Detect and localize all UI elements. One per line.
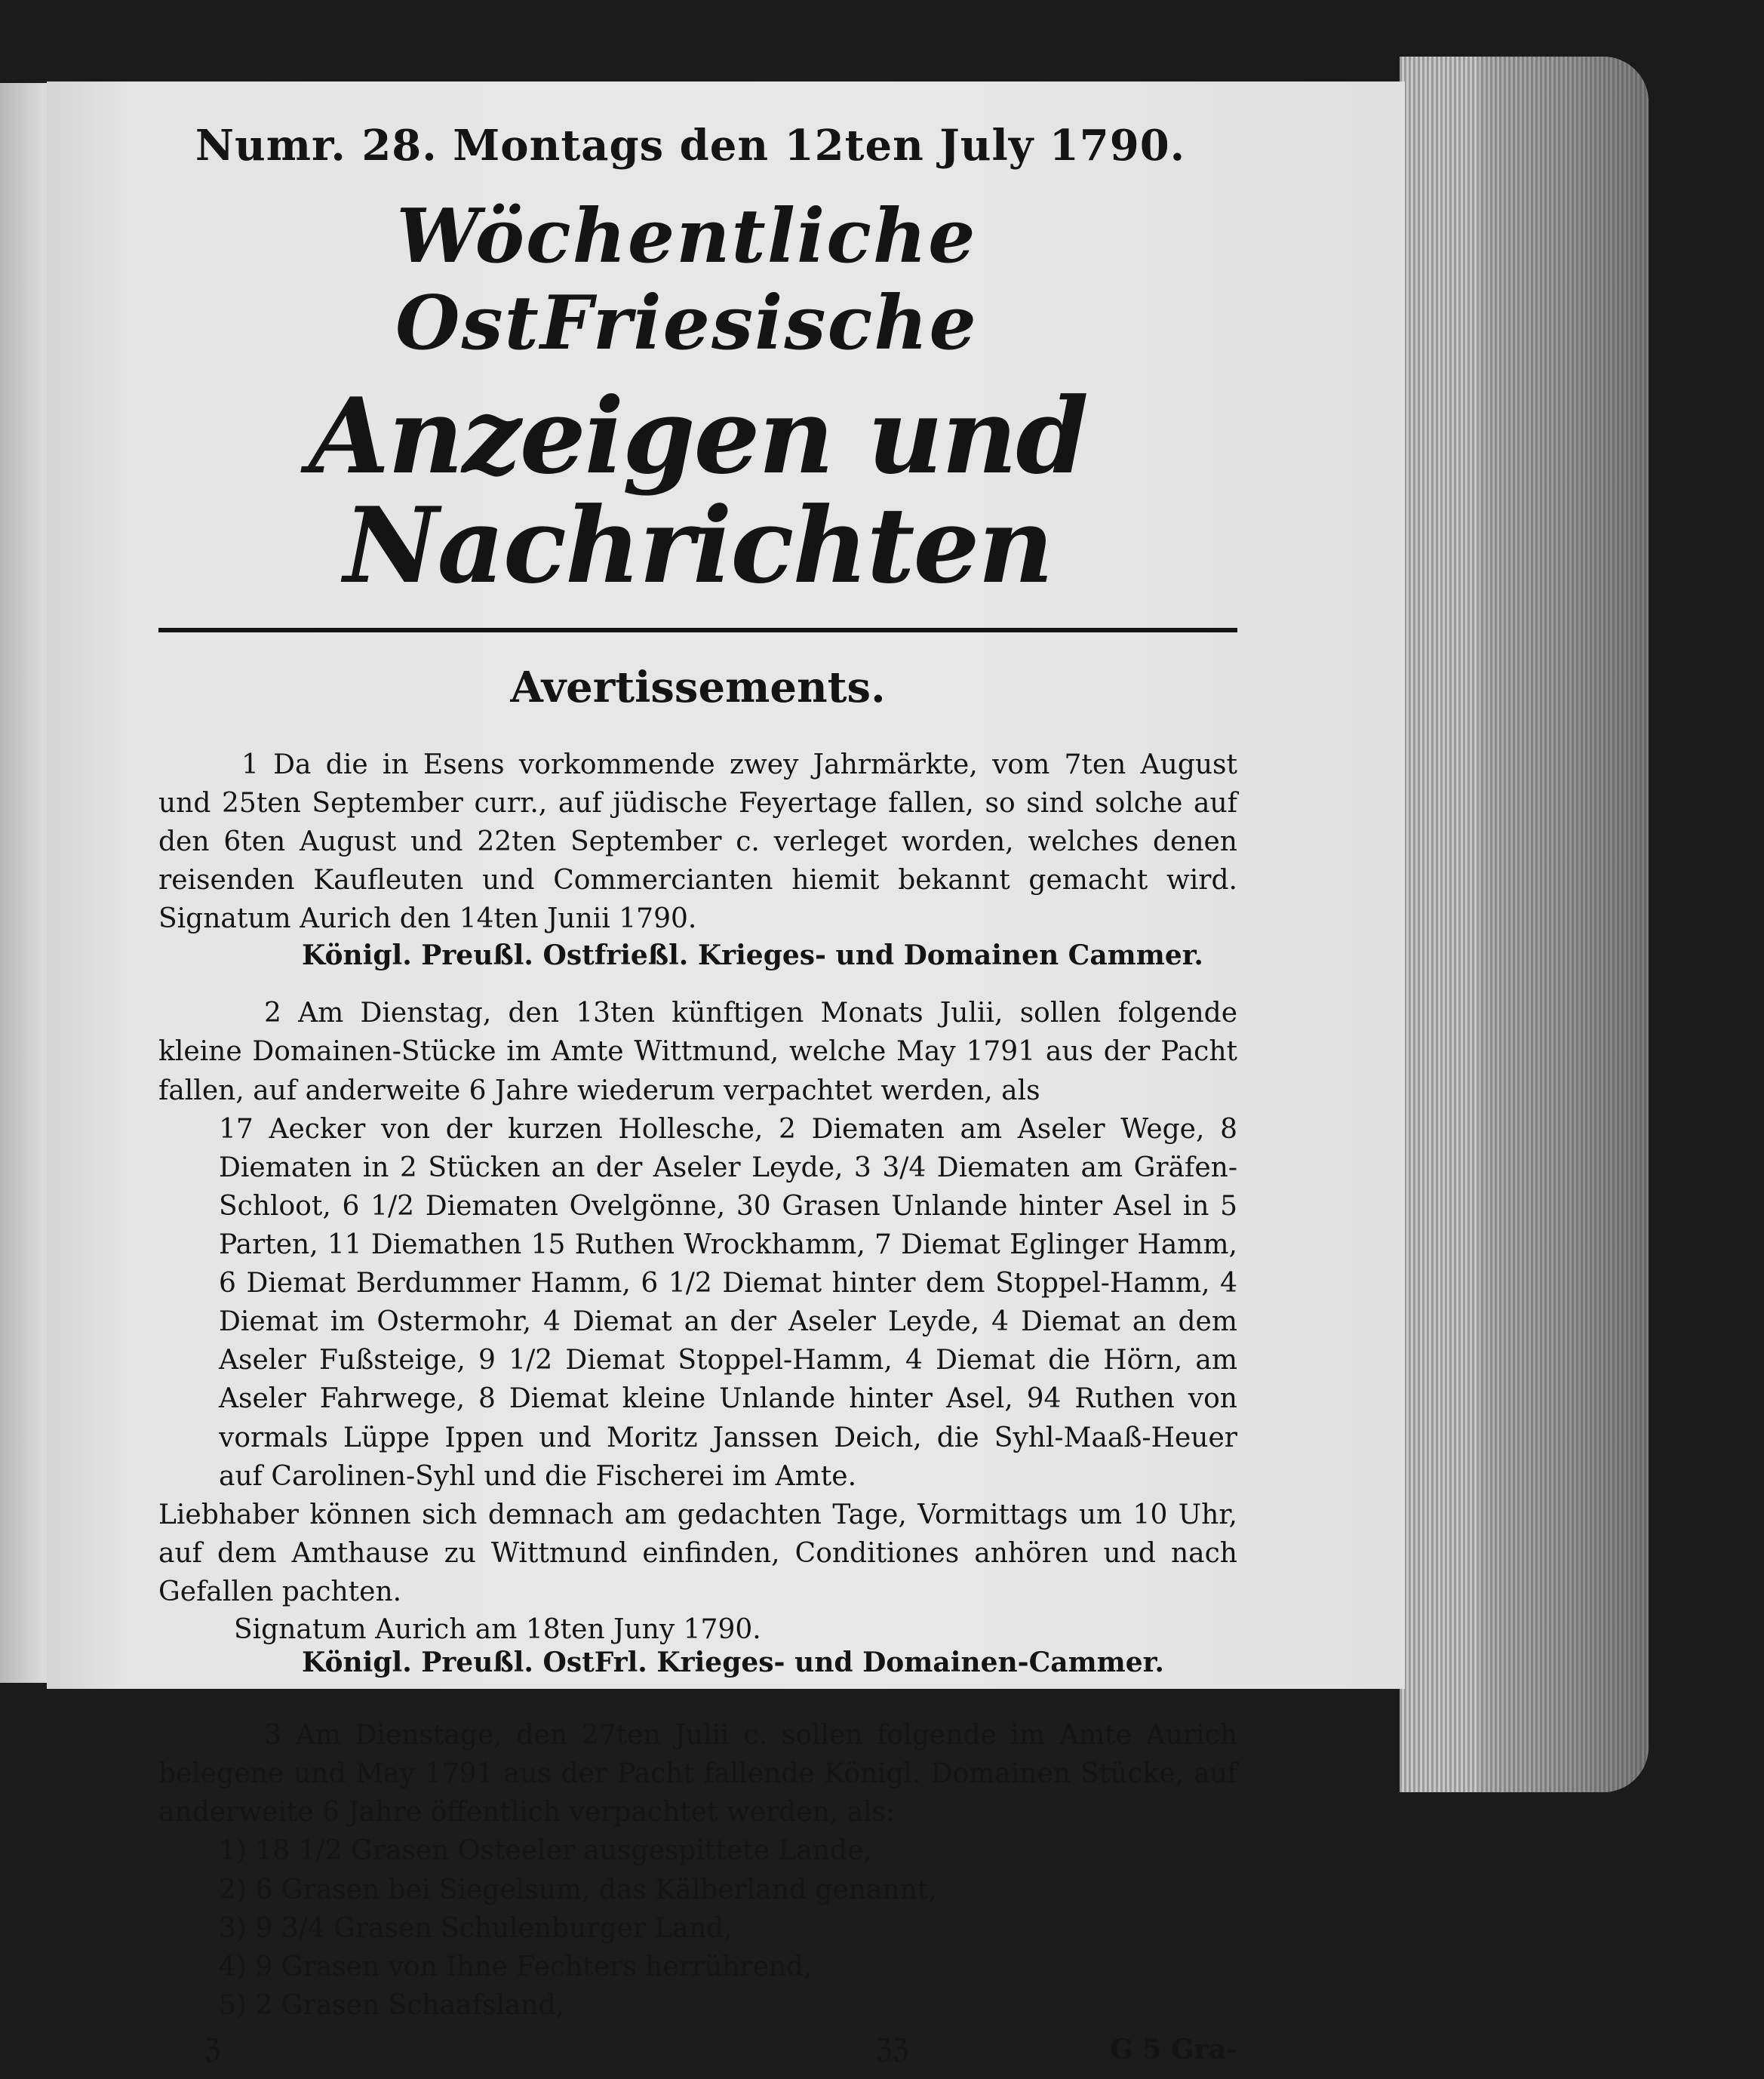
notice-2-intro: 2 Am Dienstag, den 13ten künftigen Monats Julii, sollen folgende kleine Domainen-Stücke im Amte Wittmund, welche May 1791 aus der Pacht fallen, auf anderweite 6 Jahre wiederum verpachtet werden, als [158,998,1237,1106]
issue-line: Numr. 28. Montags den 12ten July 1790. [195,121,1186,171]
notice-1-text: 1 Da die in Esens vorkommende zwey Jahrmärkte, vom 7ten August und 25ten September curr., auf jüdische Feyertage fallen, so sind solche auf den 6ten August und 22ten September c. verleget worden, welches denen reisenden Kaufleuten und Commercianten hiemit bekannt gemacht wird. Signatum Aurich den 14ten Junii 1790. [158,749,1237,935]
notice-2-date: Signatum Aurich am 18ten Juny 1790. [234,1614,761,1646]
section-title: Avertissements. [510,662,886,712]
notice-2-list: 17 Aecker von der kurzen Hollesche, 2 Diematen am Aseler Wege, 8 Diematen in 2 Stücken an der Aseler Leyde, 3 3/4 Diematen am Gräfen-Schloot, 6 1/2 Diematen Ovelgönne, 30 Grasen Unlande hinter Asel in 5 Parten, 11 Diemathen 15 Ruthen Wrockhamm, 7 Diemat Eglinger Hamm, 6 Diemat Berdummer Hamm, 6 1/2 Diemat hinter dem Stoppel-Hamm, 4 Diemat im Ostermohr, 4 Diemat an der Aseler Leyde, 4 Diemat an dem Aseler Fußsteige, 9 1/2 Diemat Stoppel-Hamm, 4 Diemat die Hörn, am Aseler Fahrwege, 8 Diemat kleine Unlande hinter Asel, 94 Ruthen von vormals Lüppe Ippen und Moritz Janssen Deich, die Syhl-Maaß-Heuer auf Carolinen-Syhl und die Fischerei im Amte. [219,1113,1237,1492]
list-item: 2) 6 Grasen bei Siegelsum, das Kälberland genannt, [219,1874,937,1905]
page-footer [158,2034,1237,2079]
notice-3-intro: 3 Am Dienstage, den 27ten Julii c. sollen folgende im Amte Aurich belegene und May 1791 aus der Pacht fallende Königl. Domainen Stücke, auf anderweite 6 Jahre öffentlich verpachtet werden, als: [158,1720,1237,1828]
masthead-rule [158,628,1237,632]
signature-mark-left: ℨ [204,2033,221,2065]
notice-3-items [158,1831,1237,2025]
list-item: 1) 18 1/2 Grasen Osteeler ausgespittete Lande, [219,1835,872,1867]
notice-1-signature: Königl. Preußl. Ostfrießl. Krieges- und Domainen Cammer. [302,940,1203,972]
masthead-line-2: Anzeigen und Nachrichten [309,374,1087,607]
list-item: 4) 9 Grasen von Ihne Fechters herrührend, [219,1951,813,1982]
left-page-edge [0,83,51,1683]
catchword: G 5 Gra- [1110,2033,1237,2065]
notice-2-signature: Königl. Preußl. OstFrl. Krieges- und Domainen-Cammer. [302,1647,1164,1679]
masthead-line-1: Wöchentliche OstFriesische [395,193,978,367]
notice-2-closing: Liebhaber können sich demnach am gedachten Tage, Vormittags um 10 Uhr, auf dem Amthause zu Wittmund einfinden, Conditiones anhören und nach Gefallen pachten. [158,1499,1237,1607]
signature-mark-mid: ℨℨ [875,2033,909,2065]
list-item: 3) 9 3/4 Grasen Schulenburger Land, [219,1912,733,1944]
list-item: 5) 2 Grasen Schaafsland, [219,1989,564,2021]
page-edges-shadow [1479,57,1649,1792]
page-text [158,121,1237,2079]
